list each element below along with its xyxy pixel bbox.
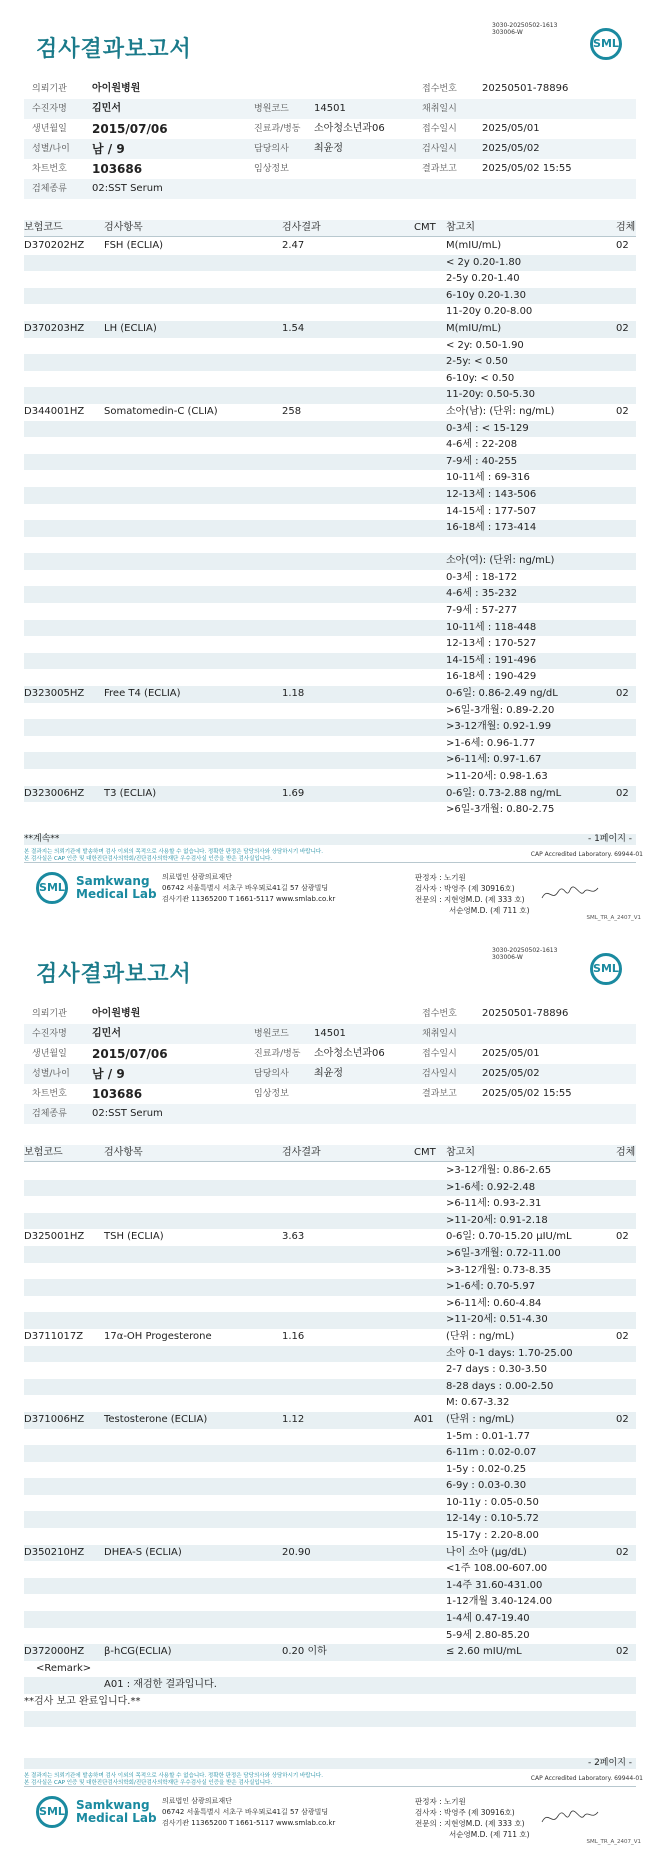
reference-range: 2-5y 0.20-1.40	[446, 273, 520, 285]
table-row	[24, 271, 636, 288]
table-row	[24, 255, 636, 272]
table-row	[24, 620, 636, 637]
reference-range: 7-9세 : 40-255	[446, 455, 518, 467]
table-row	[24, 1611, 636, 1628]
specimen-type: 02:SST Serum	[92, 183, 163, 194]
reference-range: >6일-3개월: 0.72-11.00	[446, 1247, 561, 1259]
header-row: 수진자명 김민서 병원코드 14501 채취일시	[24, 99, 636, 119]
table-row	[24, 570, 636, 587]
signature-icon	[540, 1806, 600, 1830]
header-row: 성별/나이 남 / 9 담당의사 최윤정 검사일시 2025/05/02	[24, 1064, 636, 1084]
test-name: β-hCG(ECLIA)	[104, 1646, 172, 1658]
table-row	[24, 1213, 636, 1230]
table-row	[24, 437, 636, 454]
specimen-code: 02	[616, 1646, 629, 1658]
reference-range: 4-6세 : 35-232	[446, 588, 518, 600]
report-id-code: 3030-20250502-1613 303006-W	[492, 947, 558, 961]
table-row	[24, 371, 636, 388]
page-footer-bar	[24, 1758, 636, 1769]
test-name: 17α-OH Progesterone	[104, 1330, 212, 1342]
table-row	[24, 1694, 636, 1711]
report-page-2: 검사결과보고서 3030-20250502-1613 303006-W SML 의뢰기관 아이원병원 접수번호 20250501-78896 수진자명 김민서 병원코드 14501 채취일시 생년월일 2015/07/06 진료과/병동 소아청소년과06 접수일시 2025/05/01 성별/나이 남 / 9 담당의사 최윤정 검사일시 2025/05/02 차트번호 103686 임상정보 결과보고 2025/05/02 15:55 검체종류 02:SST Serum 보험코드 검사항목 검사결과 CMT 참고치 검체 >3-12개월: 0.86-2.65 >1-6세: 0.92-2.48 >6-11세: 0.93-2.31 >11-20세: 0.91-2.18 D325001HZ TSH (ECLIA) 3.63 0-6일: 0.70-15.20 μIU/mL 02 >6일-3개월: 0.72-11.00 >3-12개월: 0.73-8.35 >1-6세: 0.70-5.97 >6-11세: 0.60-4.84 >11-20세: 0.51-4.30 D3711017Z 17α-OH Progesterone 1.16 (단위 : ng/mL) 02 소아 0-1 days: 1.70-25.00 2-7 days : 0.30-3.50 8-28 days : 0.00-2.50 M: 0.67-3.32 D371006HZ Testosterone (ECLIA) 1.12 A01 (단위 : ng/mL) 02 1-5m : 0.01-1.77 6-11m : 0.02-0.07 1-5y : 0.02-0.25 6-9y : 0.03-0.30 10-11y : 0.05-0.50 12-14y : 0.10-5.72 15-17y : 2.20-8.00 D350210HZ DHEA-S (ECLIA) 20.90 나이 소아 (μg/dL) 02 <1주 108.00-607.00 1-4주 31.60-431.00 1-12개월 3.40-124.00 1-4세 0.47-19.40 5-9세 2.80-85.20 D372000HZ β-hCG(ECLIA) 0.20 이하 ≤ 2.60 mIU/mL 02 <Remark> A01 : 재검한 결과입니다. **검사 보고 완료입니다.** - 2페이지 - 본 결과지는 의뢰기관에 발송하며 검사 이외의 목적으로 사용할 수 없습니다. 정확한 판정은 담당의사와 상담하시기 바랍니다. 본 검사실은 CAP 인증 및 대한진단검사의학회/진단검사의학재단 우수검사실 인증을 받은 검사실입니다. CAP Accredited Laboratory. 69944-01 SML Samkwang Medical Lab 의료법인 삼광의료재단 06742 서울특별시 서초구 바우뫼로41길 57 삼광빌딩 검사기관 11365200 T 1661-5117 www.smlab.co.kr 판정자 : 노기원 검사자 : 박영주 (제 30916호) 전문의 : 지현영M.D. (제 333 호) 서순영M.D. (제 711 호) SML_TR_A_2407_V1	[24, 947, 643, 1845]
table-row	[24, 504, 636, 521]
sml-logo-icon: SML	[36, 872, 68, 904]
test-code: D372000HZ	[24, 1646, 85, 1658]
reference-range: M(mIU/mL)	[446, 322, 502, 334]
specimen-code: 02	[616, 787, 629, 799]
test-name: Testosterone (ECLIA)	[104, 1413, 208, 1425]
reference-range: >11-20세: 0.91-2.18	[446, 1214, 548, 1226]
reference-range: 6-10y: < 0.50	[446, 372, 515, 384]
specimen-code: 02	[616, 322, 629, 334]
chart-number: 103686	[92, 162, 143, 176]
test-result: 2.47	[282, 240, 305, 251]
table-row	[24, 1462, 636, 1479]
reference-range: M: 0.67-3.32	[446, 1397, 510, 1409]
org-value: 아이원병원	[92, 1008, 141, 1019]
test-name: TSH (ECLIA)	[104, 1231, 164, 1243]
table-row	[24, 520, 636, 537]
table-row	[24, 1528, 636, 1545]
table-row	[24, 603, 636, 620]
table-row	[24, 1628, 636, 1645]
table-row	[24, 1445, 636, 1462]
reference-range: 1-4주 31.60-431.00	[446, 1579, 543, 1591]
table-row	[24, 304, 636, 321]
remark-a01: A01 : 재검한 결과입니다.	[104, 1679, 217, 1691]
table-row	[24, 354, 636, 371]
reference-range: 5-9세 2.80-85.20	[446, 1629, 530, 1641]
header-row: 성별/나이 남 / 9 담당의사 최윤정 검사일시 2025/05/02	[24, 139, 636, 159]
table-row	[24, 1594, 636, 1611]
test-code: D323005HZ	[24, 688, 85, 700]
reported-date: 2025/05/02 15:55	[482, 163, 572, 174]
table-row	[24, 769, 636, 786]
table-row	[24, 1495, 636, 1512]
table-row	[24, 1578, 636, 1595]
test-result: 0.20 이하	[282, 1646, 327, 1658]
sex-age: 남 / 9	[92, 1067, 125, 1081]
test-name: LH (ECLIA)	[104, 322, 157, 334]
table-row	[24, 1180, 636, 1197]
table-row	[24, 1561, 636, 1578]
report-title: 검사결과보고서	[36, 37, 192, 62]
hospital-code: 14501	[314, 103, 346, 114]
test-name: Somatomedin-C (CLIA)	[104, 405, 218, 417]
test-result: 3.63	[282, 1231, 305, 1243]
table-row	[24, 686, 636, 703]
sml-logo-icon: SML	[36, 1796, 68, 1828]
reference-range: 소아(남): (단위: ng/mL)	[446, 405, 555, 417]
table-row	[24, 1429, 636, 1446]
header-row: 생년월일 2015/07/06 진료과/병동 소아청소년과06 접수일시 2025/05/01	[24, 119, 636, 139]
test-result: 258	[282, 405, 302, 417]
org-value: 아이원병원	[92, 83, 141, 94]
table-row	[24, 1163, 636, 1180]
reference-range: 12-13세 : 170-527	[446, 638, 537, 650]
test-code: D370202HZ	[24, 240, 85, 251]
test-code: D325001HZ	[24, 1231, 85, 1243]
reference-range: 소아 0-1 days: 1.70-25.00	[446, 1347, 573, 1359]
reference-range: M(mIU/mL)	[446, 240, 502, 251]
remark-label: <Remark>	[36, 1662, 92, 1674]
test-result: 1.16	[282, 1330, 305, 1342]
reference-range: 나이 소아 (μg/dL)	[446, 1546, 527, 1558]
reference-range: 10-11세 : 118-448	[446, 621, 537, 633]
table-row	[24, 1196, 636, 1213]
test-name: Free T4 (ECLIA)	[104, 688, 181, 700]
report-id-code: 3030-20250502-1613 303006-W	[492, 22, 558, 36]
reference-range: >6일-3개월: 0.89-2.20	[446, 704, 555, 716]
table-row	[24, 421, 636, 438]
lab-staff: 판정자 : 노기원 검사자 : 박영주 (제 30916호) 전문의 : 지현영M.D. (제 333 호) 서순영M.D. (제 711 호)	[415, 873, 530, 915]
specimen-type: 02:SST Serum	[92, 1108, 163, 1119]
department: 소아청소년과06	[314, 123, 385, 134]
sml-logo-icon: SML	[590, 28, 622, 60]
reference-range: 12-14y : 0.10-5.72	[446, 1513, 539, 1525]
reference-range: (단위 : ng/mL)	[446, 1413, 515, 1425]
reference-range: <1주 108.00-607.00	[446, 1563, 548, 1575]
reference-range: 0-6일: 0.70-15.20 μIU/mL	[446, 1231, 572, 1243]
test-code: D344001HZ	[24, 405, 85, 417]
report-page-1: 검사결과보고서 3030-20250502-1613 303006-W SML 의뢰기관 아이원병원 접수번호 20250501-78896 수진자명 김민서 병원코드 14501 채취일시 생년월일 2015/07/06 진료과/병동 소아청소년과06 접수일시 2025/05/01 성별/나이 남 / 9 담당의사 최윤정 검사일시 2025/05/02 차트번호 103686 임상정보 결과보고 2025/05/02 15:55 검체종류 02:SST Serum 보험코드 검사항목 검사결과 CMT 참고치 검체 D370202HZ FSH (ECLIA) 2.47 M(mIU/mL) 02 < 2y 0.20-1.80 2-5y 0.20-1.40 6-10y 0.20-1.30 11-20y 0.20-8.00 D370203HZ LH (ECLIA) 1.54 M(mIU/mL) 02 < 2y: 0.50-1.90 2-5y: < 0.50 6-10y: < 0.50 11-20y: 0.50-5.30 D344001HZ Somatomedin-C (CLIA) 258 소아(남): (단위: ng/mL) 02 0-3세 : < 15-129 4-6세 : 22-208 7-9세 : 40-255 10-11세 : 69-316 12-13세 : 143-506 14-15세 : 177-507 16-18세 : 173-414 소아(여): (단위: ng/mL) 0-3세 : 18-172 4-6세 : 35-232 7-9세 : 57-277 10-11세 : 118-448 12-13세 : 170-527 14-15세 : 191-496 16-18세 : 190-429 D323005HZ Free T4 (ECLIA) 1.18 0-6일: 0.86-2.49 ng/dL 02 >6일-3개월: 0.89-2.20 >3-12개월: 0.92-1.99 >1-6세: 0.96-1.77 >6-11세: 0.97-1.67 >11-20세: 0.98-1.63 D323006HZ T3 (ECLIA) 1.69 0-6일: 0.73-2.88 ng/mL 02 >6일-3개월: 0.80-2.75 **계속** - 1페이지 - 본 결과지는 의뢰기관에 발송하며 검사 이외의 목적으로 사용할 수 없습니다. 정확한 판정은 담당의사와 상담하시기 바랍니다. 본 검사실은 CAP 인증 및 대한진단검사의학회/진단검사의학재단 우수검사실 인증을 받은 검사실입니다. CAP Accredited Laboratory. 69944-01 SML Samkwang Medical Lab 의료법인 삼광의료재단 06742 서울특별시 서초구 바우뫼로41길 57 삼광빌딩 검사기관 11365200 T 1661-5117 www.smlab.co.kr 판정자 : 노기원 검사자 : 박영주 (제 30916호) 전문의 : 지현영M.D. (제 333 호) 서순영M.D. (제 711 호) SML_TR_A_2407_V1	[24, 22, 643, 921]
table-row	[24, 1229, 636, 1246]
hospital-code: 14501	[314, 1028, 346, 1039]
reference-range: >6일-3개월: 0.80-2.75	[446, 804, 555, 816]
test-name: DHEA-S (ECLIA)	[104, 1546, 182, 1558]
specimen-code: 02	[616, 405, 629, 417]
table-row	[24, 338, 636, 355]
reference-range: >1-6세: 0.92-2.48	[446, 1181, 536, 1193]
reference-range: >3-12개월: 0.73-8.35	[446, 1264, 552, 1276]
test-name: T3 (ECLIA)	[104, 787, 157, 799]
table-row	[24, 1312, 636, 1329]
reference-range: >3-12개월: 0.86-2.65	[446, 1165, 552, 1176]
results-column-header: 보험코드 검사항목 검사결과 CMT 참고치 검체	[24, 1145, 636, 1162]
test-code: D350210HZ	[24, 1546, 85, 1558]
table-row	[24, 1246, 636, 1263]
results-table	[24, 1163, 636, 1744]
reference-range: 0-6일: 0.86-2.49 ng/dL	[446, 688, 558, 700]
table-row	[24, 1661, 636, 1678]
table-row	[24, 1346, 636, 1363]
header-row: 생년월일 2015/07/06 진료과/병동 소아청소년과06 접수일시 2025/05/01	[24, 1044, 636, 1064]
reference-range: 0-3세 : 18-172	[446, 571, 518, 583]
lab-address: 의료법인 삼광의료재단 06742 서울특별시 서초구 바우뫼로41길 57 삼광빌딩 검사기관 11365200 T 1661-5117 www.smlab.co.kr	[162, 1797, 336, 1827]
reference-range: < 2y 0.20-1.80	[446, 256, 522, 268]
table-row	[24, 1379, 636, 1396]
reference-range: 16-18세 : 173-414	[446, 522, 537, 534]
table-row	[24, 321, 636, 338]
reference-range: 15-17y : 2.20-8.00	[446, 1530, 539, 1542]
reference-range: 11-20y: 0.50-5.30	[446, 389, 535, 401]
reference-range: >6-11세: 0.93-2.31	[446, 1198, 542, 1210]
signature-icon	[540, 882, 600, 906]
header-row: 수진자명 김민서 병원코드 14501 채취일시	[24, 1024, 636, 1044]
test-result: 20.90	[282, 1546, 311, 1558]
table-row	[24, 1329, 636, 1346]
lab-staff: 판정자 : 노기원 검사자 : 박영주 (제 30916호) 전문의 : 지현영M.D. (제 333 호) 서순영M.D. (제 711 호)	[415, 1797, 530, 1839]
table-row	[24, 1511, 636, 1528]
reference-range: 소아(여): (단위: ng/mL)	[446, 555, 555, 567]
test-result: 1.54	[282, 322, 305, 334]
table-row	[24, 1545, 636, 1562]
table-row	[24, 1478, 636, 1495]
received-date: 2025/05/01	[482, 123, 540, 134]
table-row	[24, 586, 636, 603]
table-row	[24, 537, 636, 554]
reference-range: 2-5y: < 0.50	[446, 356, 508, 368]
tested-date: 2025/05/02	[482, 1068, 540, 1079]
birth-date: 2015/07/06	[92, 122, 168, 136]
test-code: D3711017Z	[24, 1330, 84, 1342]
specimen-code: 02	[616, 688, 629, 700]
chart-number: 103686	[92, 1087, 143, 1101]
header-row: 의뢰기관 아이원병원 접수번호 20250501-78896	[24, 1004, 636, 1024]
reference-range: 7-9세 : 57-277	[446, 605, 518, 617]
department: 소아청소년과06	[314, 1048, 385, 1059]
page-number: - 2페이지 -	[587, 1758, 632, 1768]
reference-range: 6-9y : 0.03-0.30	[446, 1480, 527, 1492]
reference-range: 14-15세 : 177-507	[446, 505, 537, 517]
test-code: D371006HZ	[24, 1413, 85, 1425]
reference-range: 11-20y 0.20-8.00	[446, 306, 533, 318]
birth-date: 2015/07/06	[92, 1047, 168, 1061]
table-row	[24, 752, 636, 769]
table-row	[24, 1727, 636, 1744]
continue-note: **계속**	[24, 834, 60, 844]
test-result: 1.69	[282, 787, 305, 799]
accession-number: 20250501-78896	[482, 1008, 569, 1019]
reference-range: 1-4세 0.47-19.40	[446, 1613, 530, 1625]
specimen-code: 02	[616, 240, 629, 251]
table-row	[24, 1677, 636, 1694]
table-row	[24, 736, 636, 753]
header-row: 검체종류 02:SST Serum	[24, 1104, 636, 1124]
report-title: 검사결과보고서	[36, 962, 192, 987]
reference-range: 10-11y : 0.05-0.50	[446, 1496, 539, 1508]
cap-accreditation: CAP Accredited Laboratory. 69944-01	[530, 851, 643, 858]
table-row	[24, 1279, 636, 1296]
specimen-code: 02	[616, 1231, 629, 1243]
table-row	[24, 1263, 636, 1280]
test-result: 1.12	[282, 1413, 305, 1425]
table-row	[24, 404, 636, 421]
table-row	[24, 1711, 636, 1728]
sml-logo-icon: SML	[590, 953, 622, 985]
reference-range: < 2y: 0.50-1.90	[446, 339, 524, 351]
table-row	[24, 653, 636, 670]
reference-range: 2-7 days : 0.30-3.50	[446, 1364, 547, 1376]
reference-range: 1-12개월 3.40-124.00	[446, 1596, 553, 1608]
specimen-code: 02	[616, 1330, 629, 1342]
reference-range: (단위 : ng/mL)	[446, 1330, 515, 1342]
table-row	[24, 786, 636, 803]
reference-range: 6-11m : 0.02-0.07	[446, 1447, 537, 1459]
results-table	[24, 238, 636, 819]
patient-name: 김민서	[92, 1028, 121, 1039]
reference-range: >11-20세: 0.98-1.63	[446, 771, 548, 782]
table-row	[24, 669, 636, 686]
test-code: D323006HZ	[24, 787, 85, 799]
reference-range: >1-6세: 0.70-5.97	[446, 1281, 536, 1293]
reference-range: 1-5y : 0.02-0.25	[446, 1463, 527, 1475]
reference-range: ≤ 2.60 mIU/mL	[446, 1646, 522, 1658]
header-row: 검체종류 02:SST Serum	[24, 179, 636, 199]
table-row	[24, 387, 636, 404]
specimen-code: 02	[616, 1413, 629, 1425]
header-row: 의뢰기관 아이원병원 접수번호 20250501-78896	[24, 79, 636, 99]
reference-range: >6-11세: 0.97-1.67	[446, 754, 542, 766]
received-date: 2025/05/01	[482, 1048, 540, 1059]
table-row	[24, 1412, 636, 1429]
page-number: - 1페이지 -	[587, 834, 632, 844]
reported-date: 2025/05/02 15:55	[482, 1088, 572, 1099]
reference-range: 1-5m : 0.01-1.77	[446, 1430, 530, 1442]
reference-range: >3-12개월: 0.92-1.99	[446, 721, 552, 733]
reference-range: 14-15세 : 191-496	[446, 654, 537, 666]
table-row	[24, 1362, 636, 1379]
test-name: FSH (ECLIA)	[104, 240, 164, 251]
table-row	[24, 470, 636, 487]
table-row	[24, 1644, 636, 1661]
reference-range: 8-28 days : 0.00-2.50	[446, 1380, 554, 1392]
doctor: 최윤정	[314, 143, 343, 154]
reference-range: >6-11세: 0.60-4.84	[446, 1297, 542, 1309]
lab-address: 의료법인 삼광의료재단 06742 서울특별시 서초구 바우뫼로41길 57 삼광빌딩 검사기관 11365200 T 1661-5117 www.smlab.co.kr	[162, 873, 336, 903]
sex-age: 남 / 9	[92, 142, 125, 156]
doctor: 최윤정	[314, 1068, 343, 1079]
accession-number: 20250501-78896	[482, 83, 569, 94]
tested-date: 2025/05/02	[482, 143, 540, 154]
table-row	[24, 1296, 636, 1313]
cap-accreditation: CAP Accredited Laboratory. 69944-01	[530, 1775, 643, 1782]
reference-range: 16-18세 : 190-429	[446, 671, 537, 683]
patient-name: 김민서	[92, 103, 121, 114]
lab-name: Samkwang Medical Lab	[76, 1798, 157, 1825]
test-result: 1.18	[282, 688, 305, 700]
table-row	[24, 553, 636, 570]
reference-range: 4-6세 : 22-208	[446, 439, 518, 451]
table-row	[24, 487, 636, 504]
table-row	[24, 288, 636, 305]
reference-range: 12-13세 : 143-506	[446, 488, 537, 500]
header-row: 차트번호 103686 임상정보 결과보고 2025/05/02 15:55	[24, 159, 636, 179]
table-row	[24, 703, 636, 720]
specimen-code: 02	[616, 1546, 629, 1558]
reference-range: 6-10y 0.20-1.30	[446, 289, 526, 301]
table-row	[24, 802, 636, 819]
reference-range: 0-6일: 0.73-2.88 ng/mL	[446, 787, 562, 799]
results-column-header: 보험코드 검사항목 검사결과 CMT 참고치 검체	[24, 220, 636, 237]
page-footer-bar	[24, 834, 636, 845]
reference-range: 10-11세 : 69-316	[446, 472, 530, 484]
test-code: D370203HZ	[24, 322, 85, 334]
table-row	[24, 454, 636, 471]
table-row	[24, 719, 636, 736]
report-complete-note: **검사 보고 완료입니다.**	[24, 1696, 141, 1707]
reference-range: >11-20세: 0.51-4.30	[446, 1314, 548, 1326]
reference-range: 0-3세 : < 15-129	[446, 422, 529, 434]
lab-name: Samkwang Medical Lab	[76, 874, 157, 901]
table-row	[24, 238, 636, 255]
header-row: 차트번호 103686 임상정보 결과보고 2025/05/02 15:55	[24, 1084, 636, 1104]
test-comment: A01	[414, 1413, 434, 1425]
table-row	[24, 636, 636, 653]
table-row	[24, 1395, 636, 1412]
reference-range: >1-6세: 0.96-1.77	[446, 737, 536, 749]
